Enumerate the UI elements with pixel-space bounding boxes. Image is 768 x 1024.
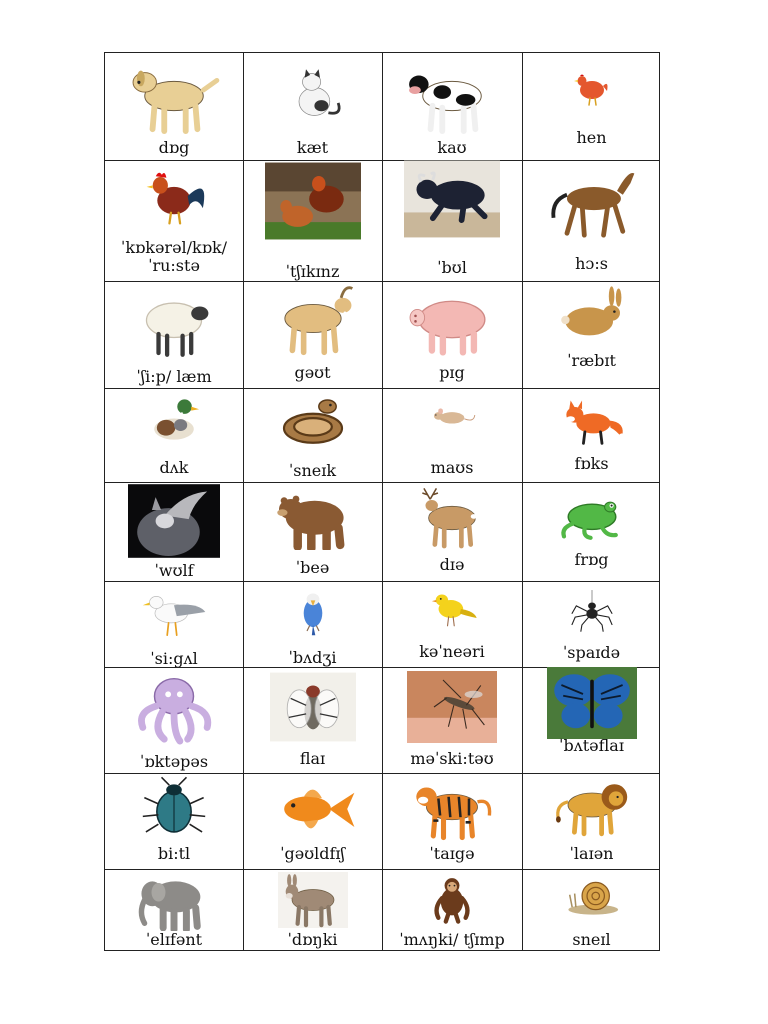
- deer-icon: [413, 482, 491, 554]
- cat-icon: [278, 57, 348, 132]
- vocabulary-card-grid: [104, 52, 660, 951]
- animal-card: [382, 388, 522, 482]
- pig-icon: [397, 283, 507, 356]
- octopus-icon: [125, 667, 223, 745]
- phonetic-label: sneɪl: [572, 930, 611, 949]
- phonetic-label: ˈdɒŋki: [287, 930, 338, 949]
- phonetic-label: ˈbʊl: [437, 258, 467, 277]
- animal-card: [105, 482, 243, 581]
- phonetic-label: kaʊ: [437, 138, 467, 157]
- snake-icon: [267, 392, 359, 450]
- animal-card: [522, 53, 661, 160]
- phonetic-label: ˈsi:gʌl: [150, 649, 198, 667]
- spider-icon: [564, 585, 620, 638]
- phonetic-label: kəˈneəri: [419, 642, 485, 661]
- lion-icon: [536, 773, 648, 837]
- phonetic-label: hɔ:s: [575, 254, 608, 273]
- phonetic-label: hen: [576, 128, 607, 147]
- horse-icon: [540, 162, 644, 239]
- phonetic-label: ˈbʌtəflaɪ: [559, 736, 624, 755]
- animal-card: [243, 581, 382, 667]
- animal-card: [382, 581, 522, 667]
- phonetic-label: fɒks: [574, 454, 609, 473]
- elephant-icon: [125, 869, 223, 931]
- animal-card: [105, 53, 243, 160]
- animal-card: [522, 869, 661, 952]
- wolf-icon: [128, 482, 220, 560]
- animal-card: [382, 869, 522, 952]
- phonetic-label: ˈkɒkərəl/kɒk/ ˈru:stə: [120, 238, 228, 275]
- phonetic-label: ˈɒktəpəs: [139, 752, 209, 771]
- animal-card: [522, 773, 661, 869]
- fox-icon: [553, 392, 631, 449]
- phonetic-label: ˈgəʊldfɪʃ: [280, 844, 345, 863]
- animal-card: [382, 160, 522, 281]
- animal-card: [522, 581, 661, 667]
- phonetic-label: bi:tl: [157, 844, 191, 863]
- cow-icon: [400, 57, 504, 135]
- animal-card: [382, 53, 522, 160]
- animal-card: [522, 160, 661, 281]
- seagull-icon: [140, 581, 208, 643]
- phonetic-label: gəʊt: [294, 363, 331, 382]
- animal-card: [105, 388, 243, 482]
- animal-card: [522, 482, 661, 581]
- animal-card: [105, 160, 243, 281]
- animal-card: [105, 667, 243, 773]
- phonetic-label: pɪg: [439, 363, 465, 382]
- goldfish-icon: [266, 773, 360, 845]
- rabbit-icon: [548, 285, 636, 341]
- monkey-icon: [421, 869, 483, 927]
- mouse-icon: [408, 396, 496, 434]
- phonetic-label: məˈski:təʊ: [410, 749, 494, 768]
- donkey-icon: [278, 869, 348, 931]
- animal-card: [382, 773, 522, 869]
- phonetic-label: ˈbeə: [295, 558, 330, 577]
- phonetic-label: dɒg: [158, 138, 190, 157]
- animal-card: [382, 281, 522, 388]
- animal-card: [105, 581, 243, 667]
- phonetic-label: ˈspaɪdə: [562, 643, 621, 662]
- phonetic-label: maʊs: [430, 458, 474, 477]
- frog-icon: [548, 486, 636, 542]
- animal-card: [382, 482, 522, 581]
- sheep-icon: [131, 283, 217, 361]
- phonetic-label: ˈelɪfənt: [145, 930, 203, 949]
- animal-card: [382, 667, 522, 773]
- phonetic-label: ˈsneɪk: [288, 461, 337, 480]
- phonetic-label: dɪə: [439, 555, 465, 574]
- rooster-icon: [136, 160, 212, 232]
- goat-icon: [264, 281, 362, 356]
- mosquito-icon: [407, 667, 497, 747]
- hen-icon: [567, 57, 617, 119]
- fly-icon: [270, 667, 356, 747]
- animal-card: [105, 281, 243, 388]
- animal-card: [243, 53, 382, 160]
- phonetic-label: ˈbʌdʒi: [288, 648, 337, 667]
- phonetic-label: ˈtaɪgə: [429, 844, 475, 863]
- animal-card: [105, 869, 243, 952]
- animal-card: [522, 281, 661, 388]
- dog-icon: [122, 57, 227, 135]
- duck-icon: [141, 390, 207, 447]
- beetle-icon: [135, 773, 213, 841]
- animal-card: [243, 388, 382, 482]
- animal-card: [243, 281, 382, 388]
- bull-icon: [404, 160, 500, 238]
- phonetic-label: ˈmʌŋki/ tʃɪmp: [399, 930, 505, 949]
- phonetic-label: kæt: [296, 138, 329, 157]
- animal-card: [243, 869, 382, 952]
- budgie-icon: [284, 581, 342, 643]
- butterfly-icon: [540, 667, 644, 739]
- phonetic-label: flaɪ: [299, 749, 326, 768]
- phonetic-label: dʌk: [159, 458, 189, 477]
- animal-card: [243, 160, 382, 281]
- phonetic-label: ˈwʊlf: [154, 561, 194, 580]
- phonetic-label: ˈʃi:p/ læm: [136, 367, 212, 386]
- phonetic-label: frɒg: [574, 550, 609, 569]
- snail-icon: [561, 869, 623, 923]
- phonetic-label: ˈræbɪt: [567, 351, 616, 370]
- animal-card: [105, 773, 243, 869]
- animal-card: [522, 388, 661, 482]
- canary-icon: [424, 581, 480, 637]
- animal-card: [243, 482, 382, 581]
- chickens-icon: [265, 160, 361, 242]
- phonetic-label: ˈlaɪən: [569, 844, 614, 863]
- animal-card: [243, 773, 382, 869]
- bear-icon: [262, 482, 364, 550]
- animal-card: [522, 667, 661, 773]
- animal-card: [243, 667, 382, 773]
- phonetic-label: ˈtʃɪkɪnz: [285, 262, 340, 281]
- tiger-icon: [395, 773, 509, 841]
